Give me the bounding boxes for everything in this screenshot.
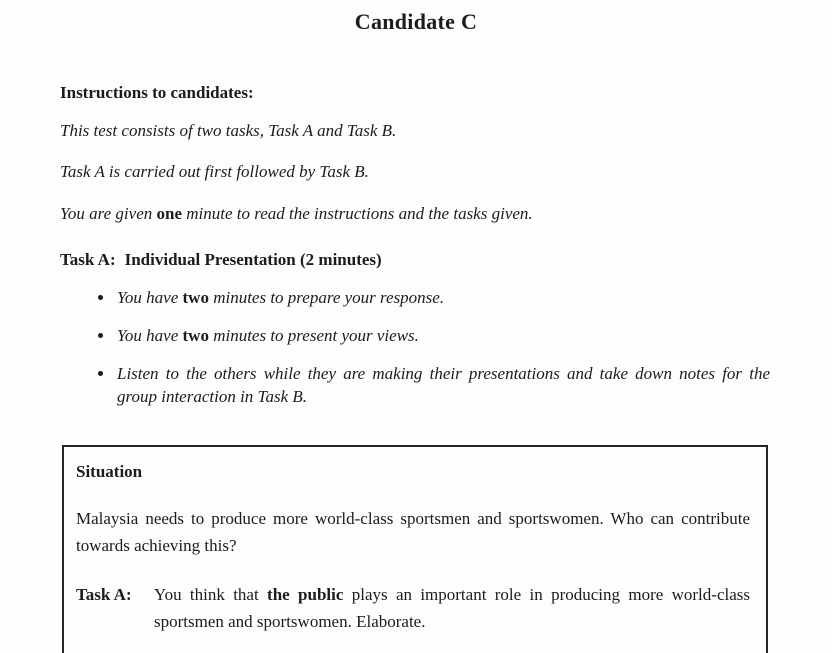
bullet-1-post: minutes to prepare your response. <box>208 288 445 308</box>
instruction-line-2: Task A is carried out first followed by Task B. <box>60 162 369 182</box>
page-content <box>60 83 770 653</box>
instructions-heading: Instructions to candidates: <box>60 83 254 102</box>
task-a-heading <box>60 250 770 270</box>
instruction-line-1: This test consists of two tasks, Task A and Task B. <box>60 121 397 140</box>
instruction-line-3 <box>60 201 770 227</box>
instruction-line-3-post: minute to read the instructions and the tasks given. <box>182 203 533 223</box>
task-a-text-bold: the public <box>267 584 344 604</box>
task-a-heading-title: Individual Presentation (2 minutes) <box>124 250 382 270</box>
bullet-2-post: minutes to present your views. <box>208 325 419 345</box>
bullet-list <box>60 286 770 409</box>
list-item <box>115 286 770 310</box>
bullet-1-bold: two <box>182 288 209 308</box>
instruction-line-3-pre: You are given <box>60 203 157 223</box>
bullet-1-pre: You have <box>117 288 183 308</box>
task-a-row <box>76 581 750 635</box>
situation-heading: Situation <box>76 462 143 482</box>
page-title: Candidate C <box>354 9 478 34</box>
bullet-2-pre: You have <box>117 325 183 345</box>
task-a-text-post: plays an important role in producing more world-class sportsmen and sportswomen. Elaborate. <box>154 584 750 631</box>
task-a-text-pre: You think that <box>154 584 268 604</box>
list-item <box>115 324 770 348</box>
task-a-text <box>154 581 750 635</box>
situation-body: Malaysia needs to produce more world-class sportsmen and sportswomen. Who can contribute towards achieving this? <box>76 509 750 556</box>
situation-box <box>62 445 768 653</box>
instruction-line-3-bold: one <box>156 203 182 223</box>
task-a-label: Task A: <box>76 584 132 604</box>
bullet-2-bold: two <box>182 325 209 345</box>
list-item <box>115 362 770 410</box>
task-a-heading-label: Task A: <box>60 250 116 270</box>
bullet-3-pre: Listen to the others while they are making their presentations and take down notes for the group interaction in Task B. <box>117 363 770 407</box>
